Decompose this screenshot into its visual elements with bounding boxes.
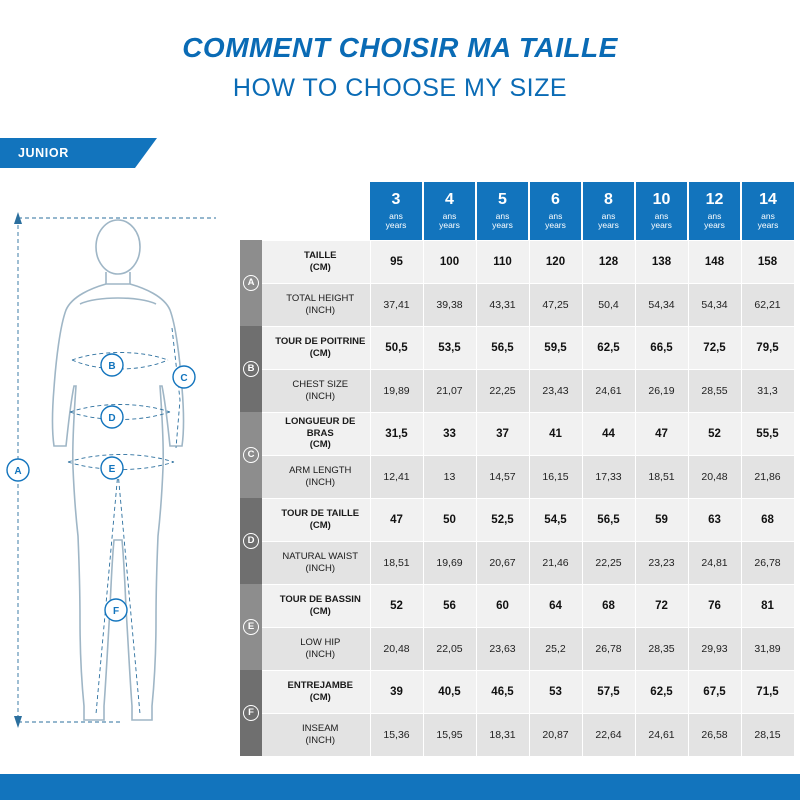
cell-value: 52 bbox=[370, 584, 423, 627]
cell-value: 71,5 bbox=[741, 670, 794, 713]
age-unit-fr: ans bbox=[548, 210, 563, 221]
row-letter-a bbox=[240, 240, 262, 326]
cell-value: 21,07 bbox=[423, 369, 476, 412]
cell-value: 22,25 bbox=[582, 541, 635, 584]
age-column-4 bbox=[582, 182, 635, 240]
age-unit-en: years bbox=[385, 219, 407, 230]
cell-value: 100 bbox=[423, 240, 476, 283]
cell-value: 120 bbox=[529, 240, 582, 283]
cell-value: 41 bbox=[529, 412, 582, 455]
row-label-taille-tour-cm: TOUR DE TAILLE (CM) bbox=[262, 498, 370, 541]
cell-value: 47 bbox=[635, 412, 688, 455]
row-label-bassin-cm: TOUR DE BASSIN (CM) bbox=[262, 584, 370, 627]
cell-value: 24,81 bbox=[688, 541, 741, 584]
age-unit-fr: ans bbox=[654, 210, 669, 221]
cell-value: 50 bbox=[423, 498, 476, 541]
age-unit-en: years bbox=[651, 219, 672, 230]
row-letter-badge: D bbox=[243, 533, 259, 549]
cell-value: 59,5 bbox=[529, 326, 582, 369]
size-table-container bbox=[240, 182, 792, 756]
body-figure-svg bbox=[0, 200, 240, 760]
table-row bbox=[240, 584, 794, 627]
cell-value: 158 bbox=[741, 240, 794, 283]
cell-value: 28,35 bbox=[635, 627, 688, 670]
cell-value: 63 bbox=[688, 498, 741, 541]
marker-e-label: E bbox=[108, 464, 116, 475]
age-header-row bbox=[240, 182, 794, 240]
table-row bbox=[240, 713, 794, 756]
cell-value: 148 bbox=[688, 240, 741, 283]
cell-value: 81 bbox=[741, 584, 794, 627]
age-unit-fr: ans bbox=[389, 210, 403, 221]
cell-value: 14,57 bbox=[476, 455, 529, 498]
cell-value: 60 bbox=[476, 584, 529, 627]
cell-value: 12,41 bbox=[370, 455, 423, 498]
cell-value: 25,2 bbox=[529, 627, 582, 670]
category-ribbon bbox=[0, 138, 800, 168]
cell-value: 138 bbox=[635, 240, 688, 283]
cell-value: 37 bbox=[476, 412, 529, 455]
cell-value: 66,5 bbox=[635, 326, 688, 369]
marker-a-label: A bbox=[14, 466, 22, 477]
row-letter-badge: C bbox=[243, 447, 259, 463]
page-title-en: HOW TO CHOOSE MY SIZE bbox=[232, 74, 568, 102]
cell-value: 39 bbox=[370, 670, 423, 713]
footer-bar bbox=[0, 774, 800, 800]
row-letter-c bbox=[240, 412, 262, 498]
age-number: 10 bbox=[652, 190, 671, 208]
age-number: 6 bbox=[551, 190, 560, 208]
cell-value: 56,5 bbox=[476, 326, 529, 369]
category-ribbon-label: JUNIOR bbox=[0, 138, 135, 168]
age-column-6 bbox=[688, 182, 741, 240]
row-label-arm-length-inch: ARM LENGTH (INCH) bbox=[262, 455, 370, 498]
header-corner-label bbox=[262, 182, 370, 240]
cell-value: 62,5 bbox=[635, 670, 688, 713]
cell-value: 29,93 bbox=[688, 627, 741, 670]
table-row bbox=[240, 455, 794, 498]
cell-value: 18,31 bbox=[476, 713, 529, 756]
row-label-low-hip-inch: LOW HIP (INCH) bbox=[262, 627, 370, 670]
cell-value: 54,5 bbox=[529, 498, 582, 541]
table-row bbox=[240, 412, 794, 455]
row-letter-badge: A bbox=[243, 275, 259, 291]
age-column-7 bbox=[741, 182, 794, 240]
cell-value: 67,5 bbox=[688, 670, 741, 713]
cell-value: 47,25 bbox=[529, 283, 582, 326]
cell-value: 59 bbox=[635, 498, 688, 541]
age-unit-fr: ans bbox=[442, 210, 457, 221]
cell-value: 95 bbox=[370, 240, 423, 283]
row-label-chest-inch: CHEST SIZE (INCH) bbox=[262, 369, 370, 412]
cell-value: 26,19 bbox=[635, 369, 688, 412]
cell-value: 62,5 bbox=[582, 326, 635, 369]
ribbon-tip-shape bbox=[135, 138, 157, 168]
age-number: 14 bbox=[759, 190, 777, 208]
cell-value: 24,61 bbox=[635, 713, 688, 756]
cell-value: 26,58 bbox=[688, 713, 741, 756]
cell-value: 33 bbox=[423, 412, 476, 455]
age-unit-fr: ans bbox=[495, 210, 510, 221]
header-corner-letter bbox=[240, 182, 262, 240]
age-column-0 bbox=[370, 182, 423, 240]
age-number: 8 bbox=[604, 190, 613, 208]
cell-value: 28,55 bbox=[688, 369, 741, 412]
page-title-fr: COMMENT CHOISIR MA TAILLE bbox=[182, 32, 618, 63]
row-label-natural-waist-inch: NATURAL WAIST (INCH) bbox=[262, 541, 370, 584]
cell-value: 21,86 bbox=[741, 455, 794, 498]
row-letter-d bbox=[240, 498, 262, 584]
cell-value: 50,4 bbox=[582, 283, 635, 326]
age-number: 4 bbox=[445, 190, 454, 208]
table-row bbox=[240, 369, 794, 412]
row-label-bras-cm: LONGUEUR DE BRAS (CM) bbox=[262, 412, 370, 455]
cell-value: 57,5 bbox=[582, 670, 635, 713]
table-row bbox=[240, 541, 794, 584]
row-label-taille-cm: TAILLE (CM) bbox=[262, 240, 370, 283]
row-label-inseam-inch: INSEAM (INCH) bbox=[262, 713, 370, 756]
page-header bbox=[0, 0, 800, 128]
row-label-total-height-inch: TOTAL HEIGHT (INCH) bbox=[262, 283, 370, 326]
row-letter-b bbox=[240, 326, 262, 412]
age-column-3 bbox=[529, 182, 582, 240]
body-figure-illustration bbox=[0, 200, 240, 760]
cell-value: 28,15 bbox=[741, 713, 794, 756]
row-letter-badge: F bbox=[243, 705, 259, 721]
cell-value: 21,46 bbox=[529, 541, 582, 584]
cell-value: 56 bbox=[423, 584, 476, 627]
cell-value: 79,5 bbox=[741, 326, 794, 369]
row-letter-e bbox=[240, 584, 262, 670]
cell-value: 52,5 bbox=[476, 498, 529, 541]
cell-value: 54,34 bbox=[688, 283, 741, 326]
cell-value: 128 bbox=[582, 240, 635, 283]
size-table-body bbox=[240, 240, 794, 756]
cell-value: 55,5 bbox=[741, 412, 794, 455]
age-unit-en: years bbox=[598, 219, 619, 230]
cell-value: 19,89 bbox=[370, 369, 423, 412]
table-row bbox=[240, 283, 794, 326]
cell-value: 16,15 bbox=[529, 455, 582, 498]
cell-value: 23,43 bbox=[529, 369, 582, 412]
marker-b-label: B bbox=[108, 361, 116, 372]
age-number: 5 bbox=[498, 190, 507, 208]
cell-value: 110 bbox=[476, 240, 529, 283]
cell-value: 13 bbox=[423, 455, 476, 498]
cell-value: 43,31 bbox=[476, 283, 529, 326]
cell-value: 40,5 bbox=[423, 670, 476, 713]
table-row bbox=[240, 326, 794, 369]
table-row bbox=[240, 627, 794, 670]
cell-value: 20,67 bbox=[476, 541, 529, 584]
cell-value: 62,21 bbox=[741, 283, 794, 326]
cell-value: 19,69 bbox=[423, 541, 476, 584]
table-row bbox=[240, 670, 794, 713]
age-unit-en: years bbox=[757, 219, 779, 230]
size-table bbox=[240, 182, 795, 756]
table-row bbox=[240, 240, 794, 283]
marker-d-label: D bbox=[108, 413, 116, 424]
cell-value: 22,25 bbox=[476, 369, 529, 412]
marker-c-label: C bbox=[180, 373, 188, 384]
cell-value: 56,5 bbox=[582, 498, 635, 541]
cell-value: 50,5 bbox=[370, 326, 423, 369]
cell-value: 15,36 bbox=[370, 713, 423, 756]
age-number: 3 bbox=[391, 190, 401, 208]
row-letter-badge: E bbox=[243, 619, 259, 635]
cell-value: 53,5 bbox=[423, 326, 476, 369]
cell-value: 68 bbox=[741, 498, 794, 541]
size-table-head bbox=[240, 182, 794, 240]
cell-value: 44 bbox=[582, 412, 635, 455]
cell-value: 22,64 bbox=[582, 713, 635, 756]
cell-value: 47 bbox=[370, 498, 423, 541]
age-unit-fr: ans bbox=[707, 210, 722, 221]
cell-value: 26,78 bbox=[741, 541, 794, 584]
cell-value: 23,63 bbox=[476, 627, 529, 670]
age-unit-fr: ans bbox=[601, 210, 616, 221]
cell-value: 20,48 bbox=[688, 455, 741, 498]
cell-value: 18,51 bbox=[635, 455, 688, 498]
cell-value: 68 bbox=[582, 584, 635, 627]
row-label-poitrine-cm: TOUR DE POITRINE (CM) bbox=[262, 326, 370, 369]
row-letter-f bbox=[240, 670, 262, 756]
age-number: 12 bbox=[705, 190, 724, 208]
age-unit-en: years bbox=[439, 219, 460, 230]
cell-value: 22,05 bbox=[423, 627, 476, 670]
cell-value: 31,3 bbox=[741, 369, 794, 412]
cell-value: 54,34 bbox=[635, 283, 688, 326]
row-letter-badge: B bbox=[243, 361, 259, 377]
cell-value: 20,48 bbox=[370, 627, 423, 670]
cell-value: 37,41 bbox=[370, 283, 423, 326]
cell-value: 18,51 bbox=[370, 541, 423, 584]
cell-value: 23,23 bbox=[635, 541, 688, 584]
cell-value: 64 bbox=[529, 584, 582, 627]
age-unit-fr: ans bbox=[761, 210, 775, 221]
age-column-2 bbox=[476, 182, 529, 240]
cell-value: 52 bbox=[688, 412, 741, 455]
cell-value: 31,89 bbox=[741, 627, 794, 670]
table-row bbox=[240, 498, 794, 541]
cell-value: 53 bbox=[529, 670, 582, 713]
cell-value: 72 bbox=[635, 584, 688, 627]
cell-value: 46,5 bbox=[476, 670, 529, 713]
cell-value: 39,38 bbox=[423, 283, 476, 326]
age-unit-en: years bbox=[492, 219, 513, 230]
cell-value: 72,5 bbox=[688, 326, 741, 369]
age-column-5 bbox=[635, 182, 688, 240]
cell-value: 20,87 bbox=[529, 713, 582, 756]
age-column-1 bbox=[423, 182, 476, 240]
cell-value: 31,5 bbox=[370, 412, 423, 455]
figure-marker-group bbox=[7, 354, 195, 621]
age-unit-en: years bbox=[545, 219, 566, 230]
cell-value: 26,78 bbox=[582, 627, 635, 670]
cell-value: 17,33 bbox=[582, 455, 635, 498]
marker-f-label: F bbox=[112, 606, 120, 617]
cell-value: 24,61 bbox=[582, 369, 635, 412]
row-label-entrejambe-cm: ENTREJAMBE (CM) bbox=[262, 670, 370, 713]
age-unit-en: years bbox=[704, 219, 725, 230]
cell-value: 76 bbox=[688, 584, 741, 627]
cell-value: 15,95 bbox=[423, 713, 476, 756]
